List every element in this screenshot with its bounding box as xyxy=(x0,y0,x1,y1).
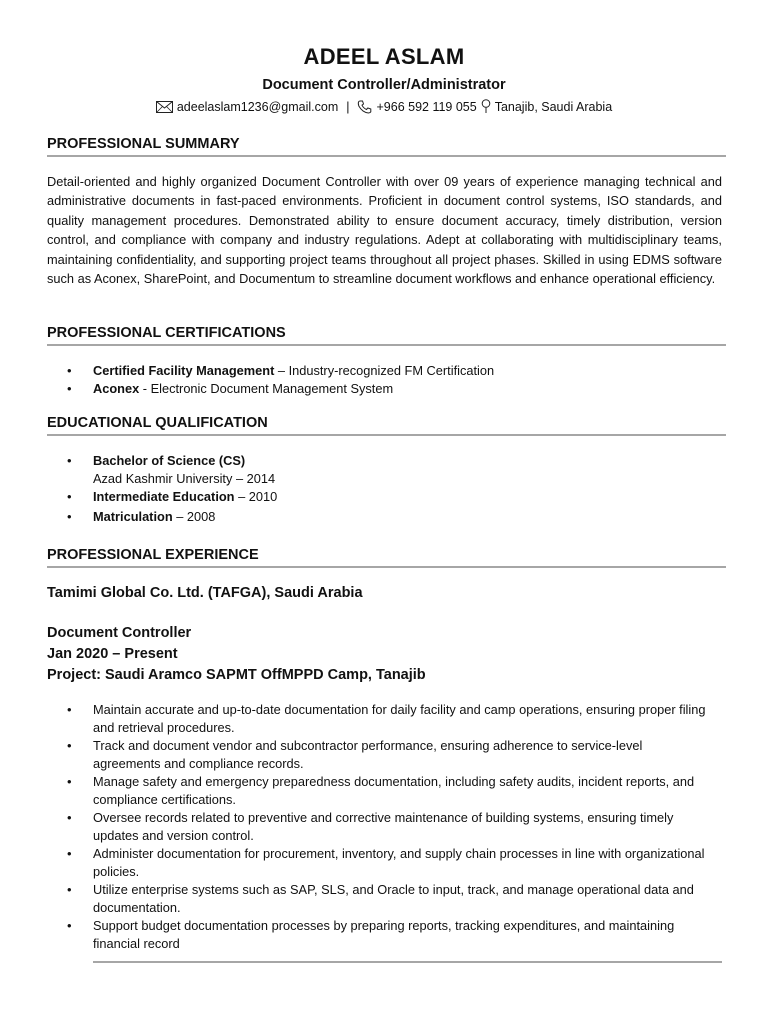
degree-name: Matriculation xyxy=(93,509,173,524)
summary-paragraph: Detail-oriented and highly organized Document Controller with over 09 years of experience managing technical and administrative documents in fast-paced environments. Proficient in document control systems, ISO standards, and quality management procedures. Demonstrated ability to ensure document accuracy, timely distribution, version control, and compliance with company and industry regulations. Adept at collaborating with multidisciplinary teams, maintaining confidentiality, and supporting project teams throughout all project phases. Skilled in using EDMS software such as Aconex, SharePoint, and Documentum to streamline document workflows and enhance operational efficiency. xyxy=(47,174,722,287)
job-dates: Jan 2020 – Present xyxy=(47,646,178,662)
list-item: • Utilize enterprise systems such as SAP, SLS, and Oracle to input, track, and manage operational data and documentation. xyxy=(47,881,707,917)
education-list xyxy=(47,452,722,526)
section-heading-summary: PROFESSIONAL SUMMARY xyxy=(47,136,726,157)
degree-year: – 2010 xyxy=(234,489,278,504)
envelope-icon xyxy=(156,100,173,114)
section-heading-experience: PROFESSIONAL EXPERIENCE xyxy=(47,547,726,568)
section-heading-education: EDUCATIONAL QUALIFICATION xyxy=(47,415,726,436)
phone-icon xyxy=(357,99,372,114)
degree-name: Intermediate Education xyxy=(93,489,235,504)
phone-text: +966 592 119 055 xyxy=(376,99,477,114)
institution-text: Azad Kashmir University – 2014 xyxy=(93,471,276,486)
job-title: Document Controller/Administrator xyxy=(262,77,506,93)
location-text: Tanajib, Saudi Arabia xyxy=(494,99,613,114)
list-item: • Support budget documentation processes by preparing reports, tracking expenditures, and maintaining financial record xyxy=(47,917,707,953)
list-item: • Track and document vendor and subcontractor performance, ensuring adherence to service-level agreements and compliance records. xyxy=(47,737,707,773)
list-item xyxy=(47,380,722,398)
contact-separator: | xyxy=(346,99,350,114)
divider xyxy=(93,961,722,963)
experience-bullets xyxy=(47,701,707,953)
job-role: Document Controller xyxy=(47,625,192,641)
certification-name: Certified Facility Management xyxy=(93,363,275,378)
certification-desc: – Industry-recognized FM Certification xyxy=(274,363,495,378)
section-heading-certifications: PROFESSIONAL CERTIFICATIONS xyxy=(47,325,726,346)
list-item xyxy=(47,362,722,380)
candidate-name: ADEEL ASLAM xyxy=(303,44,465,69)
list-item xyxy=(47,488,722,506)
job-details xyxy=(47,623,426,686)
location-pin-icon xyxy=(481,99,491,114)
list-item: • Administer documentation for procurement, inventory, and supply chain processes in line with organizational policies. xyxy=(47,845,707,881)
list-item xyxy=(47,508,722,526)
certification-name: Aconex xyxy=(93,381,140,396)
degree-year: – 2008 xyxy=(172,509,216,524)
certifications-list xyxy=(47,362,722,398)
certification-desc: - Electronic Document Management System xyxy=(139,381,394,396)
email-text[interactable]: adeelaslam1236@gmail.com xyxy=(176,99,339,114)
list-item: • Maintain accurate and up-to-date documentation for daily facility and camp operations, ensuring proper filing and retrieval procedures. xyxy=(47,701,707,737)
contact-line xyxy=(0,99,768,114)
job-project: Project: Saudi Aramco SAPMT OffMPPD Camp, Tanajib xyxy=(47,667,426,683)
list-item: • Oversee records related to preventive and corrective maintenance of building systems, ensuring timely updates and version control. xyxy=(47,809,707,845)
company-name: Tamimi Global Co. Ltd. (TAFGA), Saudi Arabia xyxy=(47,585,363,601)
degree-name: Bachelor of Science (CS) xyxy=(93,453,246,468)
list-item xyxy=(47,452,722,488)
list-item: • Manage safety and emergency preparedness documentation, including safety audits, incident reports, and compliance certifications. xyxy=(47,773,707,809)
